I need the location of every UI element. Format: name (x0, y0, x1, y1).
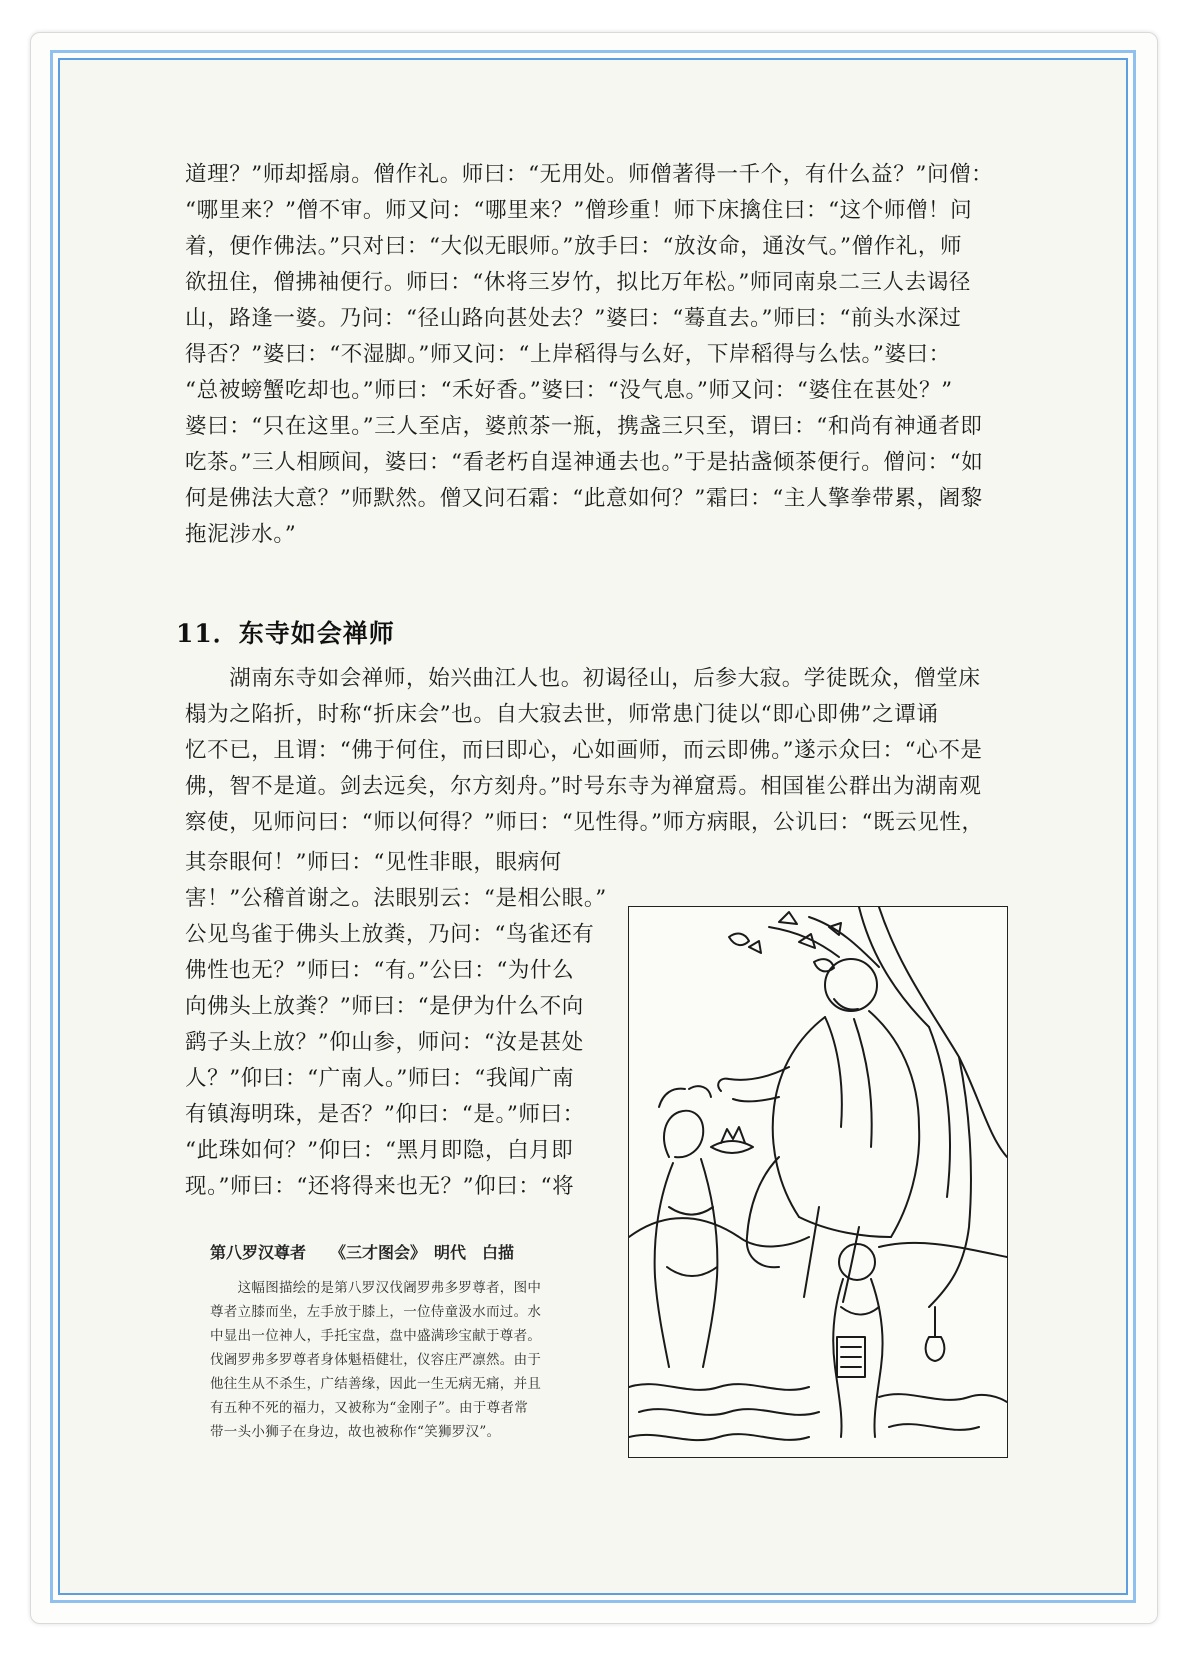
section-heading: 11．东寺如会禅师 (176, 619, 395, 648)
text-line: 鹞子头上放？”仰山参，师问：“汝是甚处 (185, 1030, 584, 1055)
text-line: 佛，智不是道。剑去远矣，尔方刻舟。”时号东寺为禅窟焉。相国崔公群出为湖南观 (185, 774, 982, 799)
text-line: 何是佛法大意？”师默然。僧又问石霜：“此意如何？”霜曰：“主人擎拳带累，阇黎 (185, 486, 983, 511)
text-line: 公见鸟雀于佛头上放粪，乃问：“鸟雀还有 (185, 922, 595, 947)
text-line: 湖南东寺如会禅师，始兴曲江人也。初谒径山，后参大寂。学徒既众，僧堂床 (185, 666, 981, 691)
caption-line: 他往生从不杀生，广结善缘，因此一生无病无痛，并且 (210, 1376, 542, 1392)
caption-line: 有五种不死的福力，又被称为“金刚子”。由于尊者常 (210, 1400, 529, 1416)
text-line: 忆不已，且谓：“佛于何住，而曰即心，心如画师，而云即佛。”遂示众曰：“心不是 (185, 738, 983, 763)
caption-line: 伐阇罗弗多罗尊者身体魁梧健壮，仪容庄严凛然。由于 (210, 1352, 542, 1368)
text-line: 山，路逢一婆。乃问：“径山路向甚处去？”婆曰：“蓦直去。”师曰：“前头水深过 (185, 306, 962, 331)
text-line: 佛性也无？”师曰：“有。”公曰：“为什么 (185, 958, 575, 983)
caption-line: 这幅图描绘的是第八罗汉伐阇罗弗多罗尊者，图中 (210, 1280, 542, 1296)
text-line: 拖泥涉水。” (185, 522, 297, 547)
text-line: 向佛头上放粪？”师曰：“是伊为什么不向 (185, 994, 584, 1019)
text-line: “此珠如何？”仰曰：“黑月即隐，白月即 (185, 1138, 574, 1163)
text-line: 察使，见师问曰：“师以何得？”师曰：“见性得。”师方病眼，公讥曰：“既云见性， (185, 810, 984, 835)
text-line: 人？”仰曰：“广南人。”师曰：“我闻广南 (185, 1066, 575, 1091)
text-line: “总被螃蟹吃却也。”师曰：“禾好香。”婆曰：“没气息。”师又问：“婆住在甚处？” (185, 378, 953, 403)
caption-line: 尊者立膝而坐，左手放于膝上，一位侍童汲水而过。水 (210, 1304, 542, 1320)
text-line: 现。”师曰：“还将得来也无？”仰曰：“将 (185, 1174, 575, 1199)
caption-line: 中显出一位神人，手托宝盘，盘中盛满珍宝献于尊者。 (210, 1328, 542, 1344)
caption-title: 第八罗汉尊者 《三才图会》 明代 白描 (210, 1243, 515, 1262)
text-line: 其奈眼何！”师曰：“见性非眼，眼病何 (185, 850, 562, 875)
text-line: 害！”公稽首谢之。法眼别云：“是相公眼。” (185, 886, 607, 911)
text-line: 道理？”师却摇扇。僧作礼。师曰：“无用处。师僧著得一千个，有什么益？”问僧： (185, 162, 994, 187)
line-drawing-image (629, 907, 1007, 1457)
text-line: “哪里来？”僧不审。师又问：“哪里来？”僧珍重！师下床擒住曰：“这个师僧！问 (185, 198, 973, 223)
text-line: 婆曰：“只在这里。”三人至店，婆煎茶一瓶，携盏三只至，谓曰：“和尚有神通者即 (185, 414, 983, 439)
text-line: 欲扭住，僧拂袖便行。师曰：“休将三岁竹，拟比万年松。”师同南泉二三人去谒径 (185, 270, 971, 295)
text-line: 榻为之陷折，时称“折床会”也。自大寂去世，师常患门徒以“即心即佛”之谭诵 (185, 702, 939, 727)
caption-line: 带一头小狮子在身边，故也被称作“笑狮罗汉”。 (210, 1424, 501, 1440)
text-line: 有镇海明珠，是否？”仰曰：“是。”师曰： (185, 1102, 585, 1127)
arhat-illustration (628, 906, 1008, 1458)
text-line: 吃茶。”三人相顾间，婆曰：“看老朽自逞神通去也。”于是拈盏倾茶便行。僧问：“如 (185, 450, 984, 475)
text-line: 得否？”婆曰：“不湿脚。”师又问：“上岸稻得与么好，下岸稻得与么怯。”婆曰： (185, 342, 951, 367)
text-line: 着，便作佛法。”只对曰：“大似无眼师。”放手曰：“放汝命，通汝气。”僧作礼，师 (185, 234, 963, 259)
